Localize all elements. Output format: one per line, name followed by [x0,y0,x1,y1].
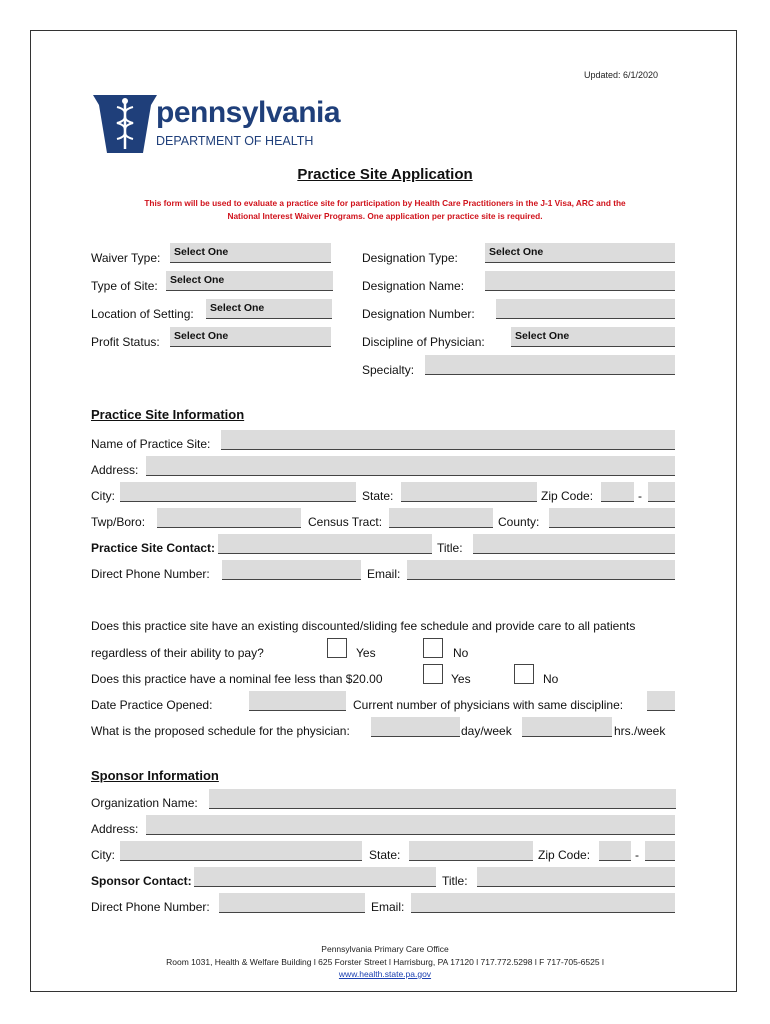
type-of-site-select[interactable]: Select One [166,271,333,291]
practice-phone-field[interactable] [222,560,361,580]
type-of-site-label: Type of Site: [91,279,158,293]
practice-zip-dash: - [638,489,642,503]
sponsor-state-field[interactable] [409,841,533,861]
sponsor-zip-field[interactable] [599,841,631,861]
q2-yes-label: Yes [451,672,471,686]
sponsor-title-label: Title: [442,874,468,888]
org-name-label: Organization Name: [91,796,198,810]
date-opened-label: Date Practice Opened: [91,698,213,712]
practice-title-label: Title: [437,541,463,555]
practice-address-label: Address: [91,463,139,477]
practice-name-field[interactable] [221,430,675,450]
brand-name: pennsylvania [156,96,341,129]
practice-phone-label: Direct Phone Number: [91,567,210,581]
sponsor-zip-ext-field[interactable] [645,841,675,861]
practice-title-field[interactable] [473,534,675,554]
q2-no-checkbox[interactable] [514,664,534,684]
profit-status-label: Profit Status: [91,335,160,349]
sponsor-city-label: City: [91,848,115,862]
q1-yes-checkbox[interactable] [327,638,347,658]
sponsor-address-field[interactable] [146,815,675,835]
practice-state-label: State: [362,489,394,503]
sponsor-phone-label: Direct Phone Number: [91,900,210,914]
practice-contact-field[interactable] [218,534,432,554]
q1-no-checkbox[interactable] [423,638,443,658]
practice-email-label: Email: [367,567,401,581]
notice-line-2: National Interest Waiver Programs. One application per practice site is required. [227,211,543,221]
current-physicians-label: Current number of physicians with same discipline: [353,698,624,712]
practice-zip-ext-field[interactable] [648,482,675,502]
profit-status-select[interactable]: Select One [170,327,331,347]
twp-boro-field[interactable] [157,508,301,528]
schedule-days-field[interactable] [371,717,460,737]
sponsor-title-field[interactable] [477,867,675,887]
sponsor-email-field[interactable] [411,893,675,913]
current-physicians-field[interactable] [647,691,675,711]
practice-contact-label: Practice Site Contact: [91,541,216,555]
page-title: Practice Site Application [297,166,473,183]
twp-boro-label: Twp/Boro: [91,515,146,529]
practice-zip-field[interactable] [601,482,634,502]
county-label: County: [498,515,540,529]
sponsor-state-label: State: [369,848,401,862]
designation-type-select[interactable]: Select One [485,243,675,263]
q1-no-label: No [453,646,469,660]
sponsor-zip-label: Zip Code: [538,848,591,862]
discipline-select[interactable]: Select One [511,327,675,347]
day-week-label: day/week [461,724,512,738]
practice-city-label: City: [91,489,115,503]
footer-link-wrap [0,969,770,979]
hrs-week-label: hrs./week [614,724,666,738]
sponsor-phone-field[interactable] [219,893,365,913]
footer-website-link[interactable]: www.health.state.pa.gov [338,969,432,979]
specialty-field[interactable] [425,355,675,375]
sponsor-city-field[interactable] [120,841,362,861]
footer-address: Room 1031, Health & Welfare Building l 625 Forster Street l Harrisburg, PA 17120 l 717.772.5298 l F 717-705-6525 l [166,957,604,967]
practice-state-field[interactable] [401,482,537,502]
practice-city-field[interactable] [120,482,356,502]
location-of-setting-label: Location of Setting: [91,307,194,321]
brand-subtitle: DEPARTMENT OF HEALTH [156,134,314,148]
org-name-field[interactable] [209,789,676,809]
question-1-line-1: Does this practice site have an existing discounted/sliding fee schedule and provide care to all patients [91,619,636,633]
designation-name-label: Designation Name: [362,279,465,293]
practice-address-field[interactable] [146,456,675,476]
schedule-label: What is the proposed schedule for the physician: [91,724,350,738]
practice-site-heading: Practice Site Information [91,407,245,422]
schedule-hours-field[interactable] [522,717,612,737]
designation-number-label: Designation Number: [362,307,475,321]
date-opened-field[interactable] [249,691,346,711]
updated-date: Updated: 6/1/2020 [584,70,659,80]
sponsor-contact-field[interactable] [194,867,436,887]
specialty-label: Specialty: [362,363,415,377]
sponsor-address-label: Address: [91,822,139,836]
sponsor-zip-dash: - [635,848,639,862]
notice-line-1: This form will be used to evaluate a practice site for participation by Health Care Practitioners in the J-1 Visa, ARC and the [144,198,626,208]
footer-office: Pennsylvania Primary Care Office [321,944,449,954]
q2-no-label: No [543,672,559,686]
county-field[interactable] [549,508,675,528]
sponsor-heading: Sponsor Information [91,768,219,783]
keystone-caduceus-icon [93,93,157,153]
designation-type-label: Designation Type: [362,251,458,265]
designation-name-field[interactable] [485,271,675,291]
notice-text [110,197,660,223]
sponsor-contact-label: Sponsor Contact: [91,874,192,888]
census-tract-field[interactable] [389,508,493,528]
discipline-label: Discipline of Physician: [362,335,485,349]
question-1-line-2: regardless of their ability to pay? [91,646,264,660]
q2-yes-checkbox[interactable] [423,664,443,684]
q1-yes-label: Yes [356,646,376,660]
question-2: Does this practice have a nominal fee less than $20.00 [91,672,383,686]
waiver-type-select[interactable]: Select One [170,243,331,263]
census-tract-label: Census Tract: [308,515,383,529]
location-of-setting-select[interactable]: Select One [206,299,332,319]
practice-zip-label: Zip Code: [541,489,594,503]
sponsor-email-label: Email: [371,900,405,914]
practice-name-label: Name of Practice Site: [91,437,211,451]
waiver-type-label: Waiver Type: [91,251,161,265]
practice-email-field[interactable] [407,560,675,580]
designation-number-field[interactable] [496,299,675,319]
